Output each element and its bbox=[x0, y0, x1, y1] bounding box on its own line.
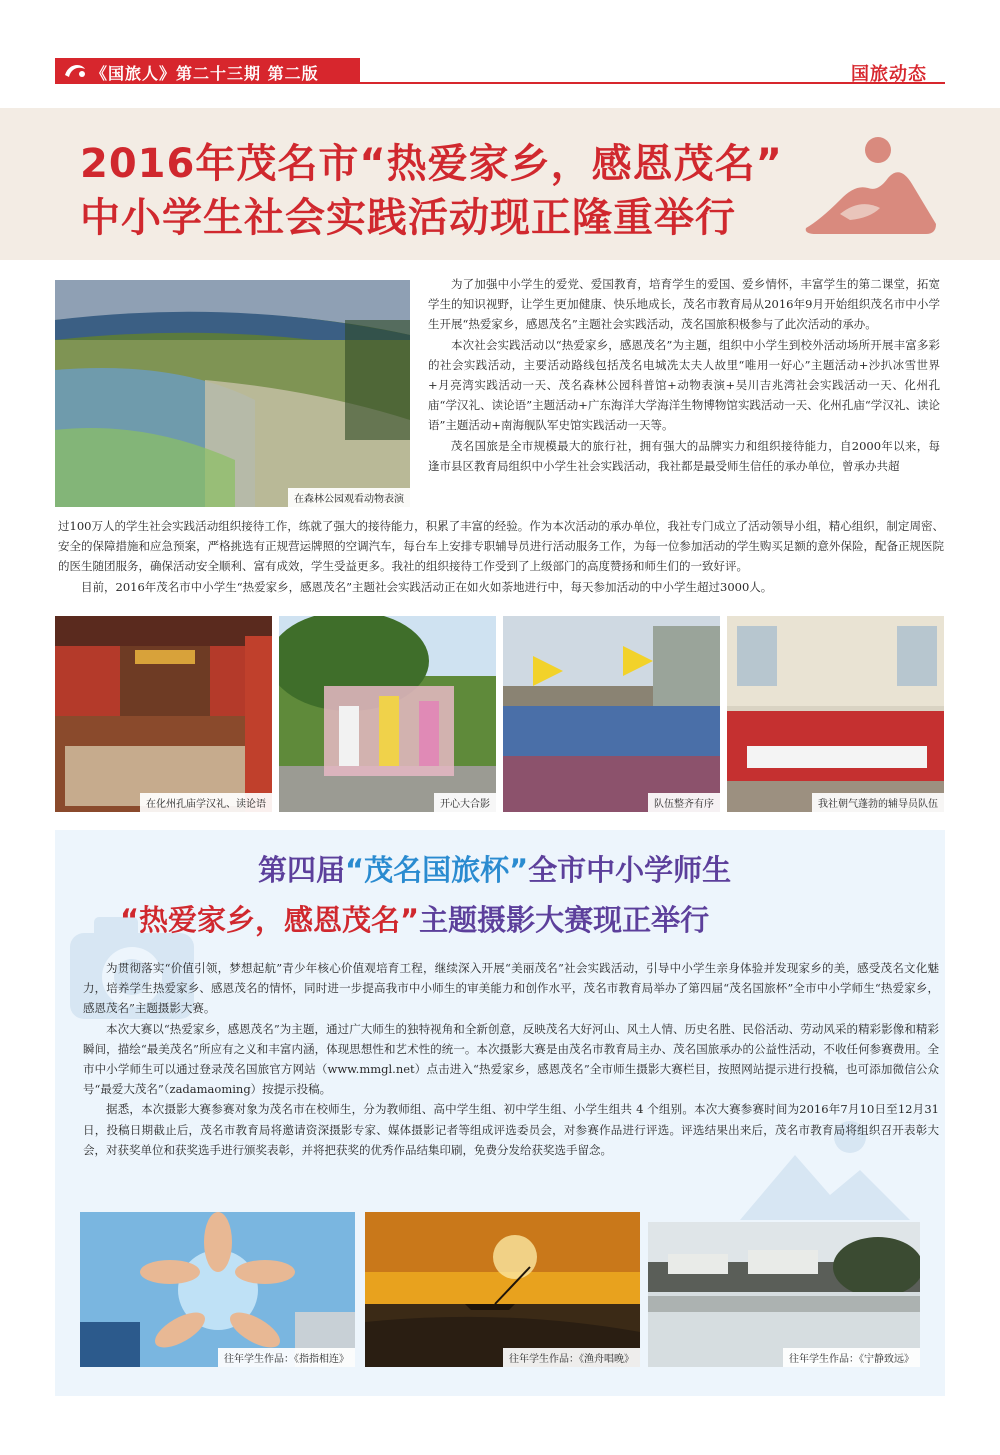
article1-paragraph-3b: 过100万人的学生社会实践活动组织接待工作，练就了强大的接待能力，积累了丰富的经验。作为本次活动的承办单位，我社专门成立了活动领导小组，精心组织，制定周密、安全的保障措施和应急预案，严格挑选有正规营运牌照的空调汽车，每台车上安排专职辅导员进行活动服务工作，为每一位参加活动的学生购买足额的意外保险，配备正规医院的医生随团服务，确保活动安全顺利、富有成效，学生受益更多。我社的组织接待工作受到了上级部门的高度赞扬和师生们的一致好评。 bbox=[58, 519, 944, 574]
photo-caption: 往年学生作品：《指指相连》 bbox=[218, 1348, 355, 1367]
photo-crowd-image bbox=[55, 280, 410, 507]
article1-paragraph-2: 本次社会实践活动以“热爱家乡，感恩茂名”为主题，组织中小学生到校外活动场所开展丰富多彩的社会实践活动，主要活动路线包括茂名电城冼太夫人故里“唯用一好心”主题活动+沙扒冰雪世界+月亮湾实践活动一天、茂名森林公园科普馆+动物表演+吴川吉兆湾社会实践活动一天、化州孔庙“学汉礼、读论语”主题活动+广东海洋大学海洋生物博物馆实践活动一天、化州孔庙“学汉礼、读论语”主题活动+南海舰队军史馆实践活动一天等。 bbox=[428, 337, 940, 433]
photo-village-image bbox=[648, 1222, 920, 1367]
photo-caption: 队伍整齐有序 bbox=[648, 793, 720, 812]
photo-caption: 往年学生作品：《渔舟唱晚》 bbox=[503, 1348, 640, 1367]
article1-paragraph-3a: 茂名国旅是全市规模最大的旅行社，拥有强大的品牌实力和组织接待能力，自2000年以来，每逢市县区教育局组织中小学生社会实践活动，我社都是最受师生信任的承办单位，曾承办共超 bbox=[428, 438, 940, 473]
photo-forest-park-show bbox=[55, 280, 410, 507]
article1-column-right bbox=[428, 274, 940, 476]
photo-team-lineup bbox=[503, 616, 720, 812]
photo-fishing-boat-sunset bbox=[365, 1212, 640, 1367]
article2-title-part: 全市中小学师生 bbox=[528, 853, 732, 887]
article2-title-line1 bbox=[258, 848, 731, 889]
photo-confucius-temple bbox=[55, 616, 272, 812]
issue-label: 《国旅人》第二十三期 第二版 bbox=[91, 64, 319, 83]
photo-group-selfie bbox=[279, 616, 496, 812]
article2-title-highlight: “热爱家乡，感恩茂名” bbox=[120, 903, 420, 937]
article1-paragraph-1: 为了加强中小学生的爱党、爱国教育，培育学生的爱国、爱乡情怀，丰富学生的第二课堂，拓宽学生的知识视野，让学生更加健康、快乐地成长，茂名市教育局从2016年9月开始组织茂名市中小学生开展“热爱家乡，感恩茂名”主题社会实践活动，茂名国旅积极参与了此次活动的承办。 bbox=[428, 277, 940, 332]
article2-paragraph-1: 为贯彻落实“价值引领，梦想起航”青少年核心价值观培育工程，继续深入开展“美丽茂名”社会实践活动，引导中小学生亲身体验并发现家乡的美，感受茂名文化魅力，培养学生热爱家乡、感恩茂名的情怀，同时进一步提高我市中小师生的审美能力和创作水平，茂名市教育局举办了第四届“茂名国旅杯”全市中小学师生“热爱家乡，感恩茂名”主题摄影大赛。 bbox=[83, 961, 939, 1016]
photo-caption: 开心大合影 bbox=[434, 793, 496, 812]
photo-guides-image bbox=[727, 616, 944, 812]
article2-title-part: 第四届 bbox=[258, 853, 346, 887]
photo-hands-image bbox=[80, 1212, 355, 1367]
masthead bbox=[55, 58, 945, 88]
brand-logo-icon bbox=[61, 61, 89, 81]
photo-caption: 在化州孔庙学汉礼、读论语 bbox=[140, 793, 272, 812]
article1-title-line2: 中小学生社会实践活动现正隆重举行 bbox=[80, 195, 736, 241]
photo-fingers-connected bbox=[80, 1212, 355, 1367]
article2-title-line2 bbox=[120, 898, 709, 939]
article1-column-full bbox=[58, 516, 944, 597]
photo-sunset-image bbox=[365, 1212, 640, 1367]
article2-title-part: 主题摄影大赛现正举行 bbox=[419, 903, 710, 937]
article1-paragraph-4: 目前，2016年茂名市中小学生“热爱家乡，感恩茂名”主题社会实践活动正在如火如荼地进行中，每天参加活动的中小学生超过3000人。 bbox=[81, 579, 773, 594]
photo-caption: 往年学生作品：《宁静致远》 bbox=[783, 1348, 920, 1367]
photo-group-image bbox=[279, 616, 496, 812]
photo-tranquil-village bbox=[648, 1222, 920, 1367]
article1-title-line1: 2016年茂名市“热爱家乡，感恩茂名” bbox=[80, 141, 783, 187]
article1-title-band bbox=[0, 108, 1000, 260]
photo-temple-image bbox=[55, 616, 272, 812]
article2-title-highlight: “茂名国旅杯” bbox=[345, 853, 529, 887]
article2-paragraph-2: 本次大赛以“热爱家乡，感恩茂名”为主题，通过广大师生的独特视角和全新创意，反映茂名大好河山、风土人情、历史名胜、民俗活动、劳动风采的精彩影像和精彩瞬间，描绘“最美茂名”所应有之义和丰富内涵，体现思想性和艺术性的统一。本次摄影大赛是由茂名市教育局主办、茂名国旅承办的公益性活动，不收任何参赛费用。全市中小学师生可以通过登录茂名国旅官方网站（www.mmgl.net）点击进入“热爱家乡，感恩茂名”全市师生摄影大赛栏目，按照网站提示进行投稿，也可添加微信公众号“最爱大茂名”（zadamaoming）按提示投稿。 bbox=[83, 1021, 939, 1097]
section-title: 国旅动态 bbox=[851, 64, 927, 85]
photo-guide-team bbox=[727, 616, 944, 812]
photo-caption: 我社朝气蓬勃的辅导员队伍 bbox=[812, 793, 944, 812]
article2-paragraph-3: 据悉，本次摄影大赛参赛对象为茂名市在校师生，分为教师组、高中学生组、初中学生组、小学生组共 4 个组别。本次大赛参赛时间为2016年7月10日至12月31日，投稿日期截止后，茂名市教育局将邀请资深摄影专家、媒体摄影记者等组成评选委员会，对参赛作品进行评选。评选结果出来后，茂名市教育局将组织召开表彰大会，对获奖单位和获奖选手进行颁奖表彰，并将把获奖的优秀作品结集印刷，免费分发给获奖选手留念。 bbox=[83, 1102, 939, 1157]
photo-caption: 在森林公园观看动物表演 bbox=[288, 488, 410, 507]
mountain-sun-icon bbox=[800, 128, 940, 243]
photo-lineup-image bbox=[503, 616, 720, 812]
article2-body bbox=[83, 958, 939, 1160]
